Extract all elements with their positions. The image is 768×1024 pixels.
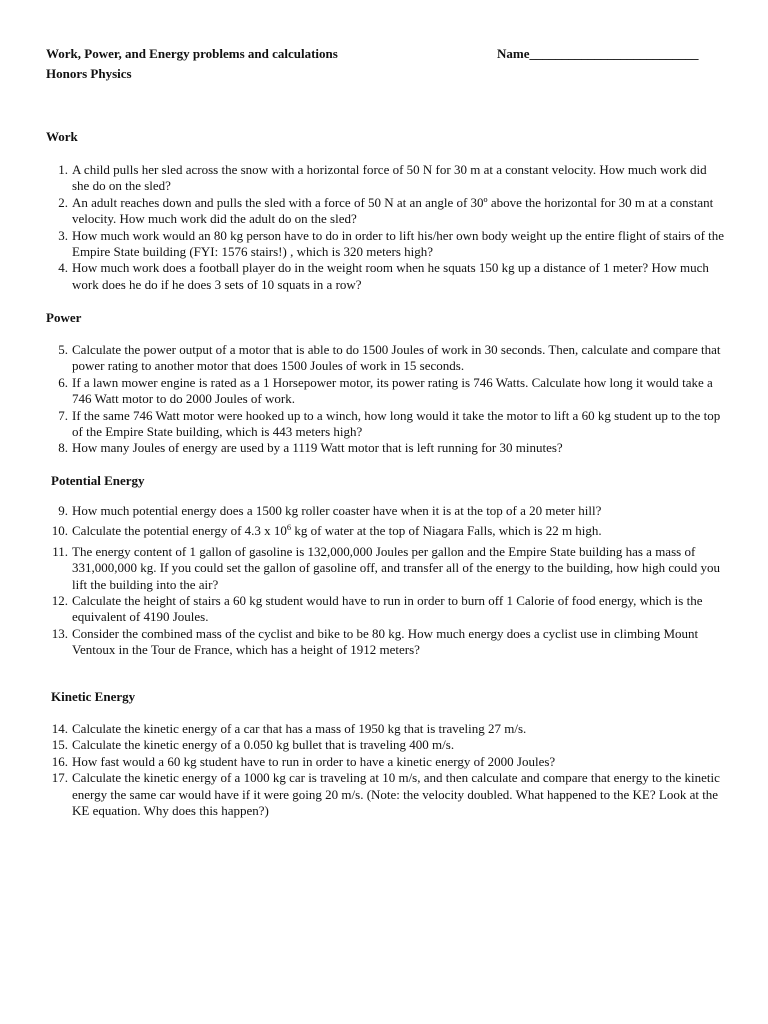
list-item	[46, 228, 726, 261]
list-item	[46, 721, 726, 737]
question-number: 4.	[58, 260, 68, 276]
list-item	[46, 375, 726, 408]
question-number: 11.	[52, 543, 68, 559]
exponent-superscript: 6	[286, 522, 292, 533]
question-text-start: Calculate the potential energy of 4.3 x 10	[72, 523, 287, 539]
list-item	[46, 162, 726, 195]
question-text: A child pulls her sled across the snow with a horizontal force of 50 N for 30 m at a constant velocity. How much work did she do on the sled?	[72, 162, 707, 194]
work-question-list	[46, 162, 726, 293]
list-item	[46, 770, 726, 819]
list-item	[46, 593, 726, 626]
question-number: 5.	[58, 342, 68, 357]
question-number: 15.	[51, 737, 68, 753]
question-number: 17.	[51, 770, 68, 786]
list-item	[46, 523, 726, 539]
list-item	[46, 737, 726, 753]
question-number: 8.	[58, 440, 68, 456]
question-number: 12.	[51, 593, 68, 609]
question-text: Calculate the kinetic energy of a 1000 kg car is traveling at 10 m/s, and then calculate and compare that energy to the kinetic energy the same car would have if it were going 20 m/s. (Note: the velocity doubled. What happened to the KE? Look at the KE equation. Why does this happen?)	[72, 770, 720, 819]
question-text: How much work would an 80 kg person have to do in order to lift his/her own body weight up the entire flight of stairs of the Empire State building (FYI: 1576 stairs!) , which is 320 meters high?	[72, 227, 725, 260]
question-text: How fast would a 60 kg student have to run in order to have a kinetic energy of 2000 Joules?	[72, 753, 556, 769]
question-number: 16.	[51, 753, 68, 769]
list-item	[46, 626, 726, 659]
list-item	[46, 195, 726, 228]
question-text-end: kg of water at the top of Niagara Falls, which is 22 m high.	[291, 523, 602, 539]
list-item	[46, 503, 726, 519]
list-item	[46, 440, 726, 456]
question-text: If the same 746 Watt motor were hooked up to a winch, how long would it take the motor to lift a 60 kg student up to the top of the Empire State building, which is 443 meters high?	[72, 407, 721, 440]
question-number: 3.	[58, 227, 68, 243]
name-field-label: Name__________________________	[497, 46, 699, 61]
question-number: 2.	[58, 194, 68, 210]
page-title: Work, Power, and Energy problems and calculations	[46, 46, 338, 61]
list-item	[46, 260, 726, 293]
question-number: 14.	[51, 721, 68, 736]
question-text: Calculate the kinetic energy of a car that has a mass of 1950 kg that is traveling 27 m/s.	[72, 721, 527, 736]
power-question-list	[46, 342, 726, 457]
question-number: 9.	[58, 503, 68, 518]
question-text: If a lawn mower engine is rated as a 1 Horsepower motor, its power rating is 746 Watts. Calculate how long it would take a 746 Watt motor to do 2000 Joules of work.	[72, 374, 713, 407]
potential-energy-question-list	[46, 503, 726, 659]
question-text: How much potential energy does a 1500 kg roller coaster have when it is at the top of a 20 meter hill?	[72, 503, 602, 518]
question-text: How many Joules of energy are used by a 1119 Watt motor that is left running for 30 minutes?	[72, 440, 563, 456]
question-number: 13.	[51, 625, 68, 641]
question-text: Consider the combined mass of the cyclist and bike to be 80 kg. How much energy does a cyclist use in climbing Mount Ventoux in the Tour de France, which has a height of 1912 meters?	[72, 625, 699, 658]
list-item	[46, 544, 726, 593]
section-heading-power: Power	[46, 310, 82, 325]
question-text: An adult reaches down and pulls the sled with a force of 50 N at an angle of 30º above the horizontal for 30 m at a constant velocity. How much work did the adult do on the sled?	[72, 194, 714, 227]
question-number: 1.	[58, 162, 68, 177]
question-number: 6.	[58, 374, 68, 390]
question-text: The energy content of 1 gallon of gasoline is 132,000,000 Joules per gallon and the Empire State building has a mass of 331,000,000 kg. If you could set the gallon of gasoline off, and transfer all of the energy to the building, how high could you lift the building into the air?	[72, 543, 720, 592]
section-heading-potential-energy: Potential Energy	[51, 473, 145, 488]
kinetic-energy-question-list	[46, 721, 726, 819]
question-text: Calculate the power output of a motor that is able to do 1500 Joules of work in 30 seconds. Then, calculate and compare that power rating to another motor that does 1500 Joules of work in 15 seconds.	[72, 342, 721, 374]
course-subtitle: Honors Physics	[46, 66, 132, 81]
section-heading-kinetic-energy: Kinetic Energy	[51, 689, 136, 704]
question-text: Calculate the kinetic energy of a 0.050 kg bullet that is traveling 400 m/s.	[72, 737, 455, 753]
question-number: 10.	[51, 523, 68, 539]
list-item	[46, 408, 726, 441]
list-item	[46, 754, 726, 770]
question-text: How much work does a football player do in the weight room when he squats 150 kg up a distance of 1 meter? How much work does he do if he does 3 sets of 10 squats in a row?	[72, 260, 709, 292]
question-number: 7.	[58, 407, 68, 423]
section-heading-work: Work	[46, 129, 78, 144]
question-text: Calculate the height of stairs a 60 kg student would have to run in order to burn off 1 Calorie of food energy, which is the equivalent of 4190 Joules.	[72, 593, 703, 625]
list-item	[46, 342, 726, 375]
